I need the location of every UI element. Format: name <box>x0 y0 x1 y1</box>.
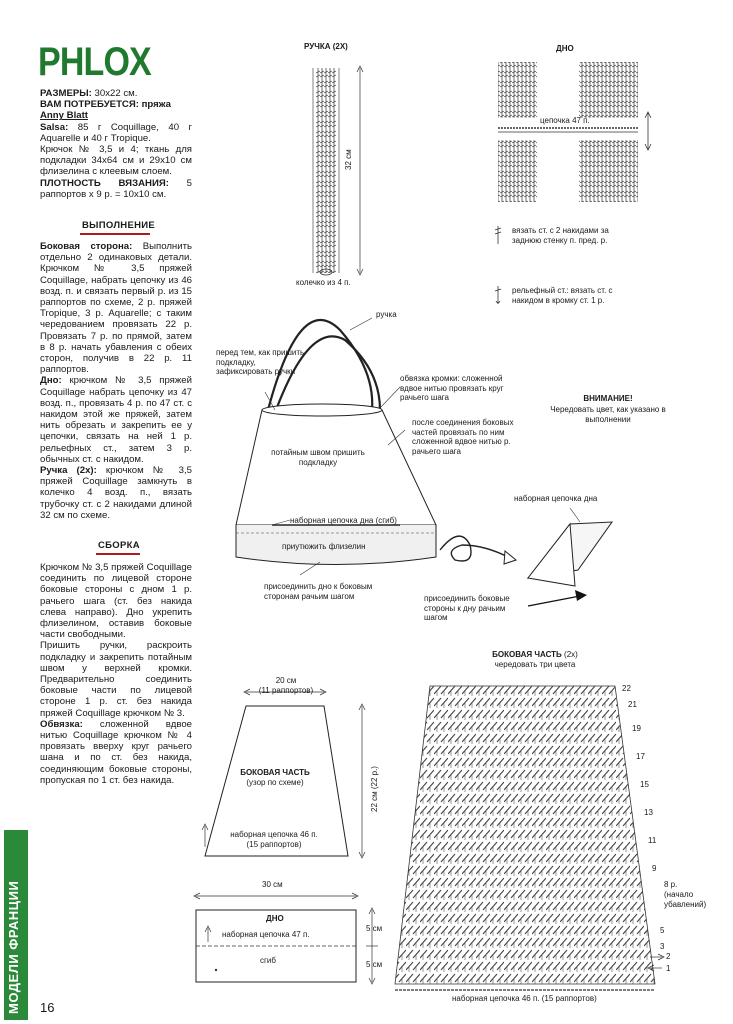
side-piece-title: БОКОВАЯ ЧАСТЬ (узор по схеме) <box>240 768 310 787</box>
bottom-text: крючком № 3,5 пряжей Coquillage набрать цепочку из 47 возд. п., провязать 4 р. по 47 ст. с накидом этой же пряжей, затем нить обрезать и закрепить ее у цепочки, связать на ней 1 р. рельефных ст., затем 3 р. обычных ст. с накидом. <box>40 375 192 465</box>
page-title: PHLOX <box>38 40 151 84</box>
ring-label: колечко из 4 п. <box>296 278 351 287</box>
row-17: 17 <box>636 752 645 761</box>
row-3: 3 <box>660 942 665 951</box>
row-13: 13 <box>644 808 653 817</box>
attention-title: ВНИМАНИЕ! <box>583 394 633 403</box>
bag-top-rim <box>262 404 382 416</box>
side-chain-label: наборная цепочка 46 п. (15 раппортов) <box>230 830 318 849</box>
side-pattern-piece <box>194 689 365 899</box>
relief-stitch-symbol <box>495 286 501 304</box>
side-chart-title: БОКОВАЯ ЧАСТЬ (2х) чередовать три цвета <box>492 650 578 669</box>
side-height-label: 22 см (22 р.) <box>370 766 379 812</box>
side-width-bottom-label: 30 см <box>262 880 283 889</box>
row-21: 21 <box>628 700 637 709</box>
row-11: 11 <box>648 836 657 845</box>
magazine-sidebar <box>4 830 28 1020</box>
hook-text: Крючок № 3,5 и 4; ткань для подкладки 34х64 см и 29х10 см флизелина с клеевым слоем. <box>40 144 192 178</box>
bag-edge-binding-label: обвязка кромки: сложенной вдвое нитью провязать круг рачьего шага <box>400 374 504 402</box>
bag-bottom-chain-label: наборная цепочка дна <box>514 494 598 503</box>
sizes-label: РАЗМЕРЫ: <box>40 88 92 99</box>
handle-chart <box>313 66 363 275</box>
assembly-text-2: Пришить ручки, раскроить подкладку и закрепить потайным швом у верхней кромки. Предварительно соединить боковые части по лицевой стороне 1 р. ст. без накида пряжей Coquillage крючком № 3. <box>40 640 192 719</box>
side-label: Боковая сторона: <box>40 241 133 252</box>
edging-text: сложенной вдвое нитью Coquillage крючком № 4 провязать вверху круг рачьего шана и по ст. без накида, соединяющим боковые стороны, пропуская по 1 ст. без накида. <box>40 718 192 786</box>
bag-after-join-label: после соединения боковых частей провязать по ним сложенной вдвое нитью р. рачьего шага <box>412 418 514 456</box>
need-value: пряжа <box>138 99 172 111</box>
bottom-piece-fold-label: сгиб <box>260 956 276 965</box>
bag-before-sewing-label: перед тем, как пришить подкладку, зафиксировать ручки <box>216 348 305 376</box>
bag-handle-label: ручка <box>376 310 397 319</box>
edging-label: Обвязка: <box>40 718 83 730</box>
bottom-chart-title: ДНО <box>556 44 574 53</box>
yarn-brand: Anny Blatt <box>40 110 88 122</box>
fold-side-plane <box>528 524 575 586</box>
page-number: 16 <box>40 1000 55 1015</box>
row-1: 1 <box>666 964 671 973</box>
bag-bottom-chain-fold-label: наборная цепочка дна (сгиб) <box>290 516 397 525</box>
bottom-height-1: 5 см <box>366 924 383 933</box>
bottom-label: Дно: <box>40 375 62 387</box>
row-8-note-1: (начало <box>664 890 694 899</box>
bottom-chart <box>498 62 651 202</box>
side-chart <box>395 686 664 990</box>
section-execution-heading: ВЫПОЛНЕНИЕ <box>82 220 156 231</box>
bottom-fold-illustration <box>528 508 612 606</box>
bottom-chart-chain-label: цепочка 47 п. <box>540 116 590 125</box>
bottom-pattern-piece <box>196 908 378 984</box>
row-8: 8 р. <box>664 880 678 889</box>
salsa-label: Salsa: <box>40 121 69 133</box>
side-width-top-label: 20 см (11 раппортов) <box>258 676 314 695</box>
need-label: ВАМ ПОТРЕБУЕТСЯ: <box>40 99 139 111</box>
attention-text: Чередовать цвет, как указано в выполнении <box>550 405 666 424</box>
row-8-note-2: убавлений) <box>664 900 707 909</box>
salsa-text: 85 г Coquillage, 40 г Aquarelle и 40 г Tropique. <box>40 121 192 144</box>
spiral-arrow-icon <box>440 536 510 561</box>
bag-attach-sides-label: присоединить боковые стороны к дну рачьим шагом <box>424 594 510 622</box>
row-22: 22 <box>622 684 631 693</box>
handle-chart-title: РУЧКА (2Х) <box>304 42 348 51</box>
handle-label: Ручка (2х): <box>40 465 97 477</box>
row-5: 5 <box>660 926 665 935</box>
double-treble-symbol <box>495 226 501 244</box>
handle-text: крючком № 3,5 пряжей Coquillage замкнуть в колечко 4 возд. п., вязать трубочку ст. с 2 накидами длиной 32 см по схеме. <box>40 465 192 521</box>
legend-symbols <box>495 226 501 304</box>
legend-item-1: вязать ст. с 2 накидами за заднюю стенку п. пред. р. <box>512 226 609 245</box>
sidebar-label: МОДЕЛИ ФРАНЦИИ <box>6 880 21 1014</box>
bag-iron-interfacing-label: приутюжить флизелин <box>282 542 366 551</box>
row-9: 9 <box>652 864 657 873</box>
side-text: Выполнить отдельно 2 одинаковых детали. Крючком № 3,5 пряжей Coquillage, набрать цепочку из 46 возд. п. и связать первый р. из 15 раппортов по схеме, 2 р. пряжей Tropique, 3 р. Aquarelle; с таким чередованием провязать 22 р. Провязать 7 р. по прямой, затем в 8 р. начать убавления с обеих сторон, получив в 22 р. 11 раппортов. <box>40 241 192 376</box>
handle-stitches <box>316 68 336 273</box>
side-chart-pattern <box>395 686 655 984</box>
bottom-height-2: 5 см <box>366 960 383 969</box>
row-15: 15 <box>640 780 649 789</box>
density-label: ПЛОТНОСТЬ ВЯЗАНИЯ: <box>40 177 169 189</box>
density-value: 5 раппортов х 9 р. = 10х10 см. <box>40 177 192 200</box>
bag-body <box>236 410 436 525</box>
sizes-value: 30х22 см. <box>91 88 138 99</box>
bag-attach-bottom-label: присоединить дно к боковым сторонам рачьим шагом <box>264 582 373 601</box>
section-assembly-heading: СБОРКА <box>98 540 140 551</box>
bag-hidden-seam-label: потайным швом пришить подкладку <box>271 448 365 467</box>
assembly-text: Крючком № 3,5 пряжей Coquillage соединить по лицевой стороне боковые стороны с дном 1 р. рачьего шага (ст. без накида слева направо). Дно укрепить флизелином, оставив боковые части свободными. <box>40 562 192 641</box>
side-chart-chain-label: наборная цепочка 46 п. (15 раппортов) <box>452 994 597 1003</box>
bottom-piece-chain-label: наборная цепочка 47 п. <box>222 930 310 939</box>
legend-item-2: рельефный ст.: вязать ст. с накидом в кромку ст. 1 р. <box>512 286 613 305</box>
row-19: 19 <box>632 724 641 733</box>
bottom-piece-title: ДНО <box>266 914 284 923</box>
attach-arrow <box>528 596 580 606</box>
row-2: 2 <box>666 952 671 961</box>
handle-height-label: 32 см <box>344 149 353 170</box>
